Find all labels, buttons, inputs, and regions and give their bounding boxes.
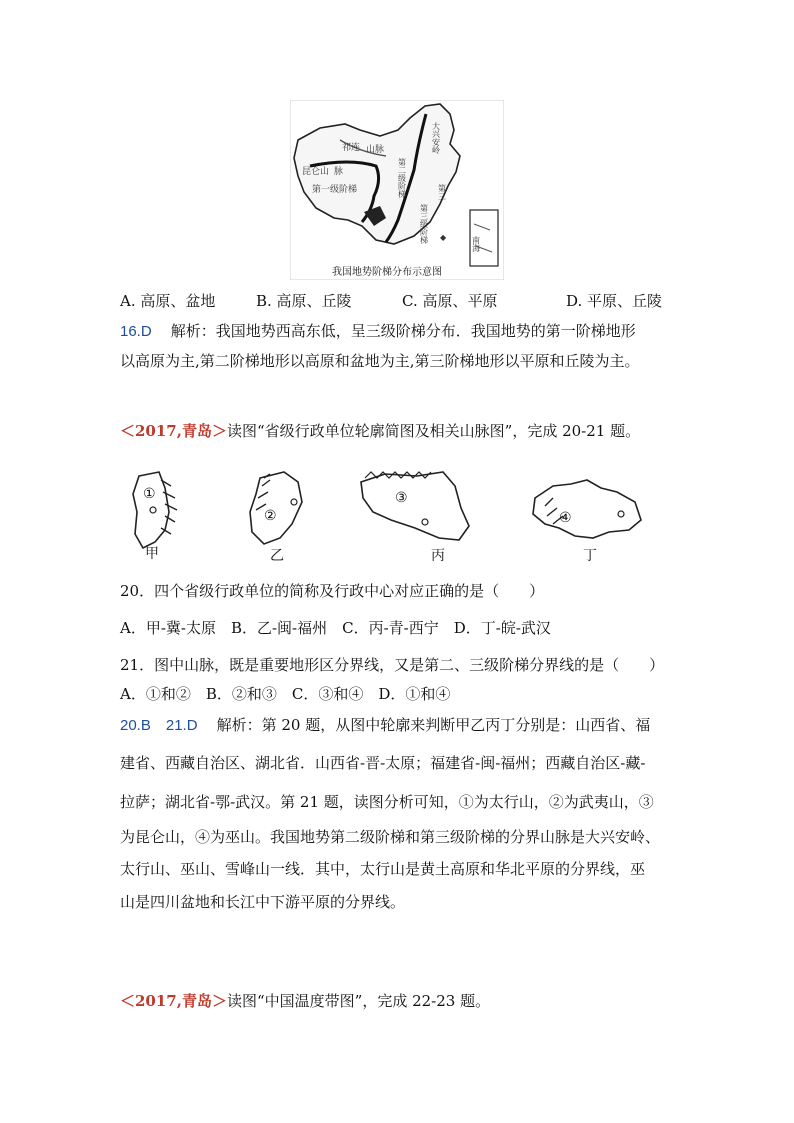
section3-intro: ＜2017,青岛＞读图“中国温度带图”，完成 22-23 题。 bbox=[120, 992, 491, 1010]
answers2-line2: 建省、西藏自治区、湖北省．山西省-晋-太原；福建省-闽-福州；西藏自治区-藏- bbox=[120, 754, 646, 772]
q16-analysis-line1: 16.D 解析：我国地势西高东低，呈三级阶梯分布．我国地势的第一阶梯地形 bbox=[120, 322, 636, 340]
province-yi-num: ② bbox=[264, 508, 277, 524]
label-nanhai: 南海 bbox=[471, 236, 481, 252]
province-ding-map bbox=[525, 468, 647, 564]
q21-options: A．①和② B．②和③ C．③和④ D．①和④ bbox=[120, 685, 451, 703]
section2-source: ＜2017,青岛＞ bbox=[120, 422, 227, 440]
province-yi-map bbox=[240, 468, 314, 562]
label-mai: 脉 bbox=[334, 167, 344, 177]
label-first-step: 第一级阶梯 bbox=[312, 185, 358, 195]
answers2-line5: 太行山、巫山、雪峰山一线．其中，太行山是黄土高原和华北平原的分界线，巫 bbox=[120, 860, 646, 878]
q21-stem: 21．图中山脉，既是重要地形区分界线，又是第二、三级阶梯分界线的是（ ） bbox=[120, 656, 665, 674]
section3-source: ＜2017,青岛＞ bbox=[120, 992, 227, 1010]
q16-option-d: D. 平原、丘陵 bbox=[566, 292, 663, 310]
province-bing-map bbox=[355, 468, 475, 564]
label-third-step: 第三级阶梯 bbox=[419, 204, 429, 244]
answers2-line6: 山是四川盆地和长江中下游平原的分界线。 bbox=[120, 893, 406, 911]
province-yi-name: 乙 bbox=[270, 548, 284, 562]
province-ding-num: ④ bbox=[559, 510, 572, 526]
province-jia-map bbox=[125, 468, 185, 562]
label-third-top: 第三 bbox=[437, 184, 447, 200]
q16-answer-code: 16.D bbox=[120, 323, 152, 340]
q16-option-c: C. 高原、平原 bbox=[402, 292, 498, 310]
province-ding-name: 丁 bbox=[583, 548, 597, 564]
label-qilian: 祁连 bbox=[342, 143, 361, 153]
province-jia-name: 甲 bbox=[145, 546, 159, 562]
answers2-line4: 为昆仑山，④为巫山。我国地势第二级阶梯和第三级阶梯的分界山脉是大兴安岭、 bbox=[120, 828, 661, 846]
q16-option-a: A. 高原、盆地 bbox=[120, 292, 216, 310]
answers2-line3: 拉萨；湖北省-鄂-武汉。第 21 题，读图分析可知，①为太行山，②为武夷山，③ bbox=[120, 793, 654, 811]
q20-stem: 20．四个省级行政单位的简称及行政中心对应正确的是（ ） bbox=[120, 582, 545, 600]
q16-option-b: B. 高原、丘陵 bbox=[256, 292, 352, 310]
label-daxinganling: 大兴安岭 bbox=[431, 122, 441, 154]
label-kunlun: 昆仑山 bbox=[302, 167, 330, 177]
section2-intro: ＜2017,青岛＞读图“省级行政单位轮廓简图及相关山脉图”，完成 20-21 题。 bbox=[120, 422, 641, 440]
answers2-codes: 20.B 21.D bbox=[120, 717, 198, 734]
terrain-steps-map bbox=[290, 100, 504, 280]
label-shanmai: 山脉 bbox=[366, 145, 385, 155]
province-bing-name: 丙 bbox=[431, 548, 445, 564]
q16-analysis-line2: 以高原为主,第二阶梯地形以高原和盆地为主,第三阶梯地形以平原和丘陵为主。 bbox=[120, 352, 640, 370]
label-second-step: 第二级阶梯 bbox=[397, 158, 407, 198]
q20-options: A．甲-冀-太原 B．乙-闽-福州 C．丙-青-西宁 D．丁-皖-武汉 bbox=[120, 619, 551, 637]
answers2-line1: 20.B 21.D 解析：第 20 题，从图中轮廓来判断甲乙丙丁分别是：山西省、福 bbox=[120, 716, 651, 734]
svg-text:◆: ◆ bbox=[440, 233, 447, 242]
map-caption: 我国地势阶梯分布示意图 bbox=[332, 267, 442, 278]
province-jia-num: ① bbox=[143, 486, 156, 502]
province-bing-num: ③ bbox=[395, 490, 408, 506]
